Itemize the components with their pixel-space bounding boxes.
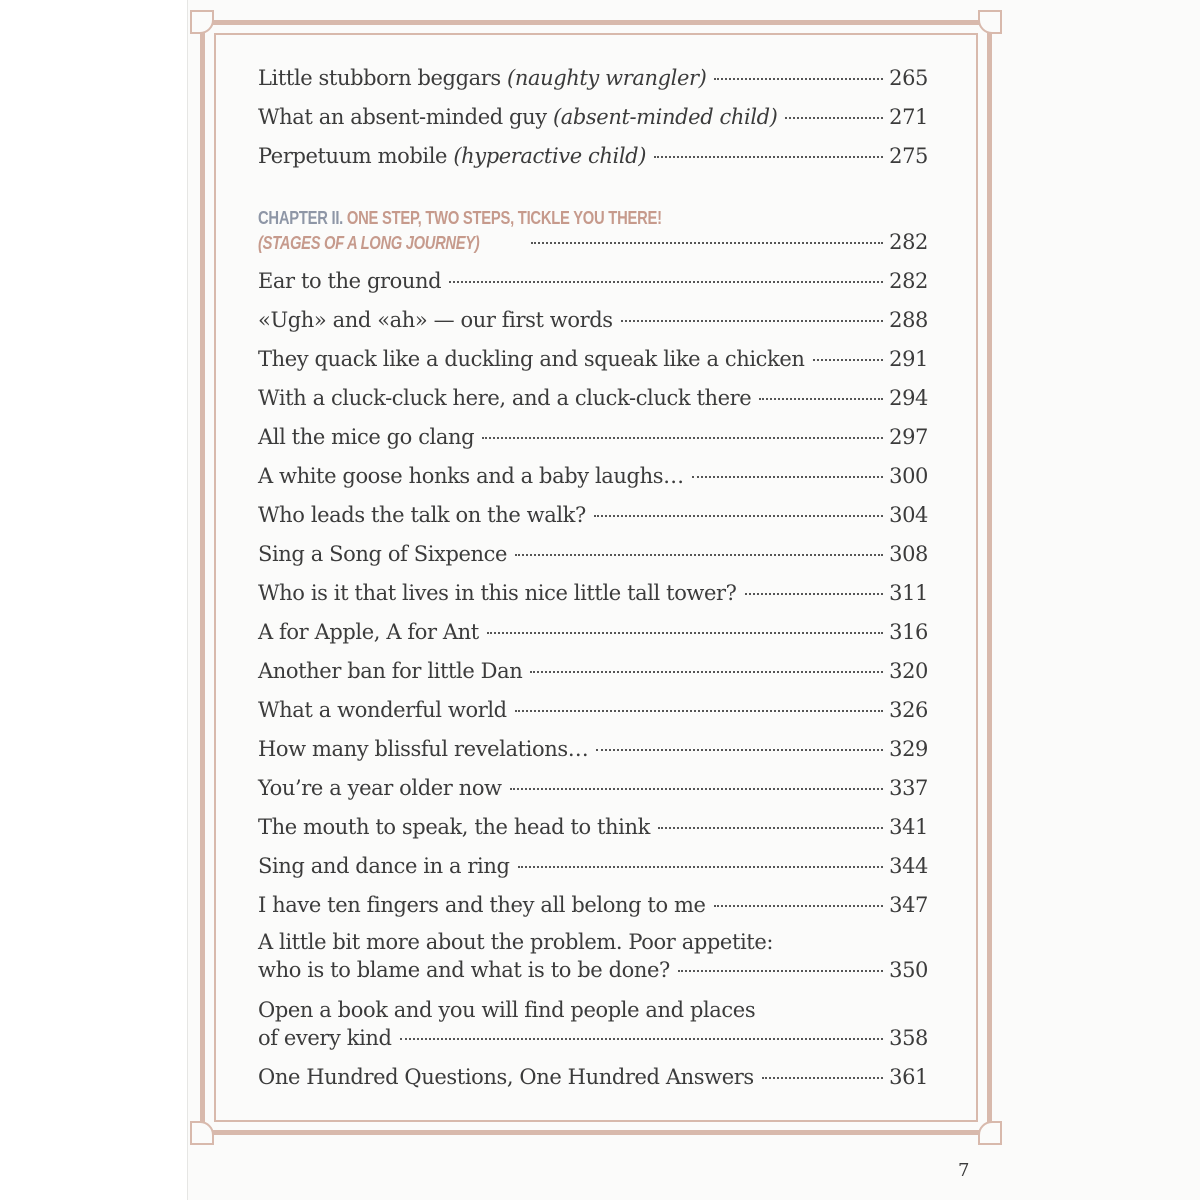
leader-dots: [530, 671, 883, 673]
toc-entry-title: Little stubborn beggars (naughty wrangler): [258, 66, 707, 90]
toc-entry-title: Ear to the ground: [258, 269, 442, 293]
toc-page-number: 300: [889, 464, 928, 488]
toc-entry[interactable]: [258, 423, 928, 452]
toc-entry-title: All the mice go clang: [258, 425, 475, 449]
toc-entry[interactable]: [258, 306, 928, 335]
toc-entry-title: The mouth to speak, the head to think: [258, 815, 650, 839]
page-number: 7: [958, 1160, 970, 1181]
toc-entry[interactable]: [258, 852, 928, 881]
toc-entry[interactable]: [258, 956, 928, 985]
leader-dots: [759, 398, 883, 400]
toc-page-number: 282: [889, 230, 928, 254]
toc-entry-title-line2: who is to blame and what is to be done?: [258, 958, 670, 982]
toc-entry-title-line1[interactable]: A little bit more about the problem. Poor appetite:: [258, 930, 774, 954]
leader-dots: [714, 905, 884, 907]
chapter-title: ONE STEP, TWO STEPS, TICKLE YOU THERE!: [346, 208, 662, 228]
leader-dots: [515, 710, 883, 712]
leader-dots: [594, 515, 883, 517]
toc-entry[interactable]: [258, 579, 928, 608]
toc-entry-title: With a cluck-cluck here, and a cluck-cluck there: [258, 386, 752, 410]
toc-page-number: 288: [889, 308, 928, 332]
toc-page-number: 271: [889, 105, 928, 129]
leader-dots: [449, 281, 883, 283]
toc-entry[interactable]: [258, 735, 928, 764]
toc-entry-title-line2: of every kind: [258, 1026, 392, 1050]
toc-page-number: 282: [889, 269, 928, 293]
toc-entry-title: Who is it that lives in this nice little tall tower?: [258, 581, 737, 605]
leader-dots: [482, 437, 883, 439]
toc-entry[interactable]: [258, 64, 928, 93]
toc-entry-title: Another ban for little Dan: [258, 659, 523, 683]
toc-page-number: 291: [889, 347, 928, 371]
leader-dots: [487, 632, 883, 634]
toc-entry-title: «Ugh» and «ah» — our first words: [258, 308, 613, 332]
toc-entry[interactable]: [258, 1024, 928, 1053]
toc-page-number: 326: [889, 698, 928, 722]
chapter-subtitle-entry[interactable]: [258, 228, 928, 257]
leader-dots: [510, 788, 883, 790]
toc-page-number: 347: [889, 893, 928, 917]
toc-entry-title: What a wonderful world: [258, 698, 507, 722]
toc-entry[interactable]: [258, 103, 928, 132]
toc-entry[interactable]: [258, 774, 928, 803]
leader-dots: [400, 1038, 884, 1040]
toc-page-number: 329: [889, 737, 928, 761]
toc-entry-title: You’re a year older now: [258, 776, 502, 800]
toc-entry-title: A for Apple, A for Ant: [258, 620, 479, 644]
leader-dots: [621, 320, 883, 322]
leader-dots: [745, 593, 884, 595]
toc-entry[interactable]: [258, 462, 928, 491]
toc-page-number: 361: [889, 1065, 928, 1089]
toc-entry[interactable]: [258, 891, 928, 920]
toc-page-number: 297: [889, 425, 928, 449]
toc-entry[interactable]: [258, 657, 928, 686]
chapter-label: CHAPTER II.: [258, 208, 347, 228]
toc-page-number: 265: [889, 66, 928, 90]
toc-entry-title: What an absent-minded guy (absent-minded child): [258, 105, 778, 129]
leader-dots: [762, 1077, 883, 1079]
toc-page-number: 320: [889, 659, 928, 683]
leader-dots: [515, 554, 883, 556]
toc-entry[interactable]: [258, 345, 928, 374]
toc-page-number: 337: [889, 776, 928, 800]
toc-entry[interactable]: [258, 696, 928, 725]
toc-entry[interactable]: [258, 813, 928, 842]
toc-page-number: 316: [889, 620, 928, 644]
leader-dots: [692, 476, 883, 478]
toc-entry-title: I have ten fingers and they all belong to me: [258, 893, 706, 917]
toc-entry-title: Who leads the talk on the walk?: [258, 503, 586, 527]
toc-entry[interactable]: [258, 142, 928, 171]
toc-entry[interactable]: [258, 540, 928, 569]
toc-entry[interactable]: [258, 1063, 928, 1092]
frame-corner-bottom-right: [978, 1121, 1002, 1145]
leader-dots: [714, 78, 883, 80]
toc-entry-title-line1[interactable]: Open a book and you will find people and places: [258, 998, 756, 1022]
leader-dots: [678, 970, 883, 972]
toc-entry-title: Sing a Song of Sixpence: [258, 542, 508, 566]
toc-page-number: 294: [889, 386, 928, 410]
toc-entry[interactable]: [258, 618, 928, 647]
toc-page-number: 341: [889, 815, 928, 839]
toc-page-number: 275: [889, 144, 928, 168]
toc-page-number: 304: [889, 503, 928, 527]
toc-page-number: 358: [889, 1026, 928, 1050]
toc-page-number: 344: [889, 854, 928, 878]
leader-dots: [654, 156, 883, 158]
toc-entry[interactable]: [258, 384, 928, 413]
leader-dots: [596, 749, 883, 751]
leader-dots: [785, 117, 883, 119]
leader-dots: [518, 866, 884, 868]
toc-entry-title: One Hundred Questions, One Hundred Answers: [258, 1065, 754, 1089]
toc-entry-title: How many blissful revelations…: [258, 737, 589, 761]
toc-entry[interactable]: [258, 267, 928, 296]
toc-entry[interactable]: [258, 501, 928, 530]
leader-dots: [658, 827, 883, 829]
leader-dots: [813, 359, 884, 361]
chapter-subtitle: (STAGES OF A LONG JOURNEY): [258, 233, 480, 253]
toc-page-number: 350: [889, 958, 928, 982]
toc-entry-title: Sing and dance in a ring: [258, 854, 510, 878]
toc-page-number: 308: [889, 542, 928, 566]
toc-page-number: 311: [889, 581, 928, 605]
toc-entry-title: A white goose honks and a baby laughs…: [258, 464, 684, 488]
toc-entry-title: They quack like a duckling and squeak like a chicken: [258, 347, 805, 371]
toc-entry-title: Perpetuum mobile (hyperactive child): [258, 144, 646, 168]
leader-dots: [531, 242, 883, 244]
